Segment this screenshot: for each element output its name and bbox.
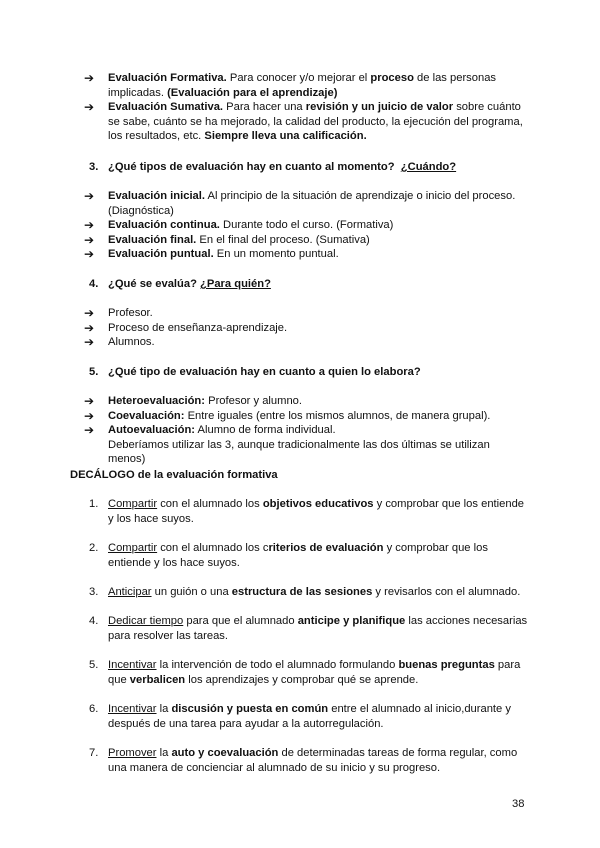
question-4-heading: 4. ¿Qué se evalúa? ¿Para quién? bbox=[89, 278, 271, 290]
arrow-icon: ➔ bbox=[84, 335, 95, 349]
decalogo-item-1: 1. Compartir con el alumnado los objetivos educativos y comprobar que los entiende y los hace suyos. bbox=[89, 498, 525, 525]
list-item: ➔ Proceso de enseñanza-aprendizaje. bbox=[84, 320, 288, 335]
note: Deberíamos utilizar las 3, aunque tradicionalmente las dos últimas se utilizan menos) bbox=[108, 438, 490, 465]
arrow-icon: ➔ bbox=[84, 100, 95, 114]
list-item: ➔ Profesor. bbox=[84, 306, 153, 320]
question-4-list bbox=[0, 306, 600, 350]
list-item: ➔ Evaluación puntual. En un momento puntual. bbox=[84, 247, 339, 261]
page-number: 38 bbox=[512, 798, 525, 810]
list-item: ➔ Evaluación final. En el final del proceso. (Sumativa) bbox=[84, 232, 370, 247]
list-item: ➔ Autoevaluación: Alumno de forma individual. bbox=[84, 423, 336, 437]
decalogo-item-6: 6. Incentivar la discusión y puesta en común entre el alumnado al inicio,durante y después de una tarea para ayudar a la autorregulación. bbox=[89, 703, 511, 730]
decalogo-item-3: 3. Anticipar un guión o una estructura de las sesiones y revisarlos con el alumnado. bbox=[89, 586, 521, 598]
decalogo-item-4: 4. Dedicar tiempo para que el alumnado anticipe y planifique las acciones necesarias para resolver las tareas. bbox=[89, 615, 528, 642]
arrow-icon: ➔ bbox=[84, 247, 95, 261]
arrow-icon: ➔ bbox=[84, 232, 95, 247]
arrow-icon: ➔ bbox=[84, 423, 95, 437]
question-5-list bbox=[0, 394, 600, 467]
list-item: ➔ Coevaluación: Entre iguales (entre los mismos alumnos, de manera grupal). bbox=[84, 408, 491, 423]
arrow-icon: ➔ bbox=[84, 394, 95, 408]
list-item: ➔ Alumnos. bbox=[84, 335, 155, 349]
question-5-heading: 5. ¿Qué tipo de evaluación hay en cuanto a quien lo elabora? bbox=[89, 366, 421, 378]
list-item: ➔ Evaluación Sumativa. Para hacer una revisión y un juicio de valor sobre cuánto se sabe, cuánto se ha mejorado, la calidad del producto, la ejecución del programa, los resultados, etc. Siempre lleva una calificación. bbox=[84, 100, 523, 142]
arrow-icon: ➔ bbox=[84, 320, 95, 335]
arrow-icon: ➔ bbox=[84, 408, 95, 423]
question-3-list bbox=[0, 189, 600, 262]
decalogo-item-5: 5. Incentivar la intervención de todo el alumnado formulando buenas preguntas para que verbalicen los aprendizajes y comprobar qué se aprende. bbox=[89, 659, 521, 686]
list-item: ➔ Evaluación inicial. Al principio de la situación de aprendizaje o inicio del proceso. (Diagnóstica) bbox=[84, 189, 516, 217]
list-item: ➔ Evaluación continua. Durante todo el curso. (Formativa) bbox=[84, 218, 394, 232]
question-3-heading: 3. ¿Qué tipos de evaluación hay en cuanto al momento? ¿Cuándo? bbox=[89, 161, 457, 173]
evaluation-types-list bbox=[0, 71, 600, 144]
arrow-icon: ➔ bbox=[84, 189, 95, 203]
list-item: ➔ Evaluación Formativa. Para conocer y/o mejorar el proceso de las personas implicadas. (Evaluación para el aprendizaje) bbox=[84, 71, 497, 99]
decalogo-item-7: 7. Promover la auto y coevaluación de determinadas tareas de forma regular, como una manera de concienciar al alumnado de su inicio y su progreso. bbox=[89, 747, 518, 774]
arrow-icon: ➔ bbox=[84, 306, 95, 320]
decalogo-item-2: 2. Compartir con el alumnado los criterios de evaluación y comprobar que los entiende y los hace suyos. bbox=[89, 542, 488, 569]
arrow-icon: ➔ bbox=[84, 218, 95, 232]
arrow-icon: ➔ bbox=[84, 71, 95, 85]
decalogo-title: DECÁLOGO de la evaluación formativa bbox=[70, 469, 278, 481]
list-item: ➔ Heteroevaluación: Profesor y alumno. bbox=[84, 394, 303, 408]
